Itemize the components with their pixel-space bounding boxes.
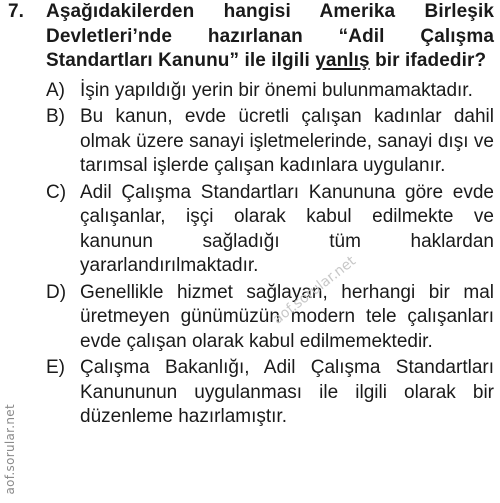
side-watermark: aof.sorular.net (3, 404, 17, 495)
option-d[interactable] (46, 281, 494, 355)
option-text: Çalışma Bakanlığı, Adil Çalışma Standartları Kanununun uygulanması ile ilgili olarak bir düzenleme hazırlamıştır. (80, 357, 494, 427)
diagonal-watermark: aof.sorular.net (270, 253, 359, 328)
option-letter: A) (46, 79, 65, 101)
option-a[interactable] (46, 79, 494, 104)
option-text: Adil Çalışma Standartları Kanununa göre evde çalışanlar, işçi olarak kabul edilmekte ve kanunun sağladığı tüm haklardan yararlandırılmaktadır. (80, 181, 494, 276)
question-block (8, 0, 494, 432)
option-text: Bu kanun, evde ücretli çalışan kadınlar dahil olmak üzere sanayi işletmelerinde, sanayi dışı ve tarımsal işlerde çalışan kadınlara uygulanır. (80, 106, 494, 176)
option-letter: D) (46, 281, 67, 303)
question-stem-part-2: bir ifadedir? (369, 50, 487, 71)
option-text: Genellikle hizmet sağlayan, herhangi bir mal üretmeyen günümüzün modern tele çalışanları evde çalışan olarak kabul edilmemektedir. (80, 281, 494, 352)
question-number: 7. (8, 1, 24, 22)
option-e[interactable] (46, 356, 494, 430)
option-letter: B) (46, 106, 65, 127)
question-stem (46, 0, 494, 74)
option-c[interactable] (46, 181, 494, 279)
option-letter: E) (46, 357, 65, 378)
question-stem-underlined: yanlış (315, 50, 370, 71)
option-letter: C) (46, 181, 67, 203)
question-header (8, 0, 494, 74)
answer-options (8, 79, 494, 430)
option-text: İşin yapıldığı yerin bir önemi bulunmamaktadır. (80, 79, 473, 101)
question-stem-part-1: Aşağıdakilerden hangisi Amerika Birleşik Devletleri’nde hazırlanan “Adil Çalışma Standartları Kanunu” ile ilgili (46, 1, 494, 71)
option-b[interactable] (46, 105, 494, 179)
